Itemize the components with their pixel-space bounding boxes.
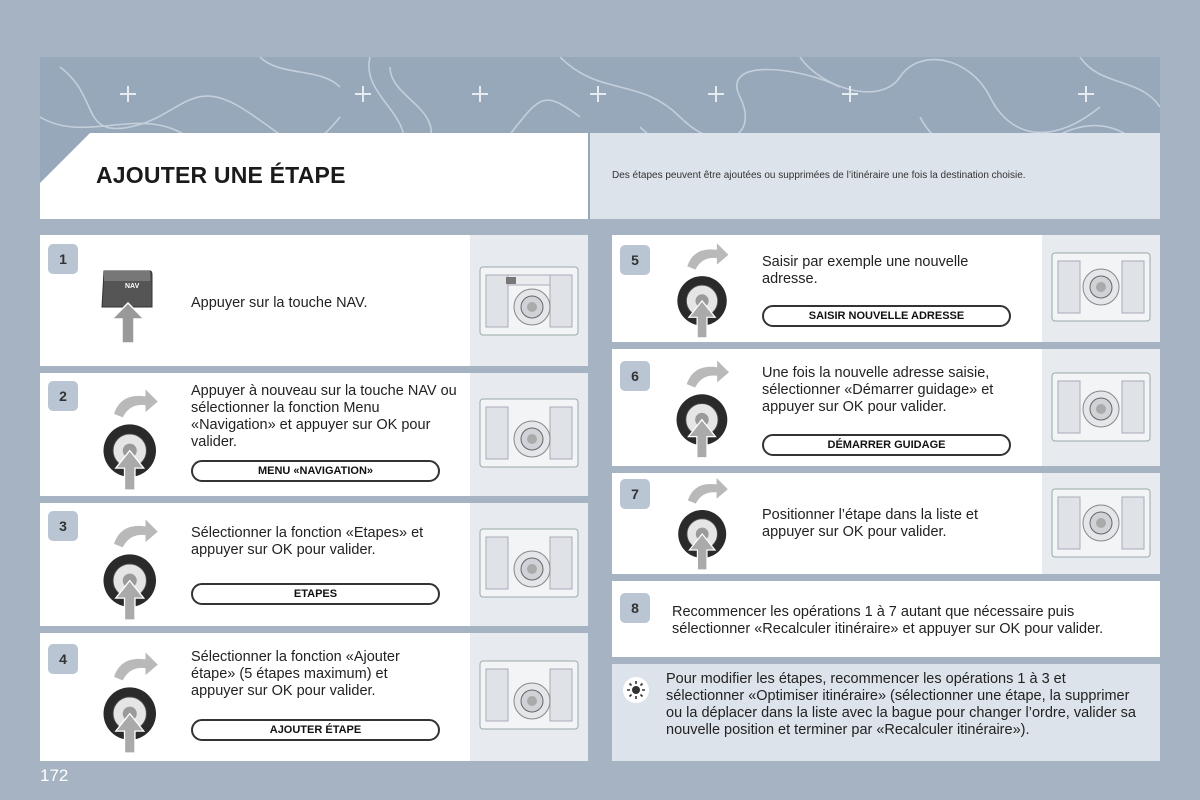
rotary-knob-icon [672,470,742,574]
page-title: AJOUTER UNE ÉTAPE [96,162,346,188]
radio-panel-image [470,235,588,366]
menu-navigation-button[interactable]: MENU «NAVIGATION» [191,460,440,482]
saisir-nouvelle-adresse-button[interactable]: SAISIR NOUVELLE ADRESSE [762,305,1011,327]
rotary-knob-icon [100,643,170,758]
nav-button-icon [98,265,158,345]
lightbulb-icon [623,677,649,703]
step-badge-8: 8 [620,593,650,623]
step-text-6: Une fois la nouvelle adresse saisie, sélectionner «Démarrer guidage» et appuyer sur OK pour valider. [762,365,994,415]
radio-panel-icon [1042,473,1160,574]
radio-panel-icon [470,373,588,496]
radio-panel-image [1042,349,1160,466]
radio-panel-icon [1042,235,1160,342]
radio-panel-image [1042,473,1160,574]
rotary-knob-icon [672,352,742,462]
rotary-knob-icon [100,510,170,625]
step-text-4: Sélectionner la fonction «Ajouter étape» (5 étapes maximum) et appuyer sur OK pour valider. [191,649,400,699]
ajouter-etape-button[interactable]: AJOUTER ÉTAPE [191,719,440,741]
tip-text: Pour modifier les étapes, recommencer les opérations 1 à 3 et sélectionner «Optimiser itinéraire» (sélectionner une étape, la supprimer ou la déplacer dans la liste avec la bague pour changer l’ordre, valider sa nouvelle position et terminer par «Recalculer itinéraire»). [666,671,1136,738]
page-number: 172 [40,766,69,785]
step-text-1: Appuyer sur la touche NAV. [191,295,368,311]
step-badge-3: 3 [48,511,78,541]
step-text-2: Appuyer à nouveau sur la touche NAV ou sélectionner la fonction Menu «Navigation» et appuyer sur OK pour valider. [191,383,457,450]
step-badge-2: 2 [48,381,78,411]
step-badge-1: 1 [48,244,78,274]
radio-panel-icon [470,235,588,366]
rotary-knob-icon [100,380,170,495]
radio-panel-icon [1042,349,1160,466]
intro-text: Des étapes peuvent être ajoutées ou supprimées de l’itinéraire une fois la destination choisie. [612,170,1026,181]
step-text-3: Sélectionner la fonction «Etapes» et appuyer sur OK pour valider. [191,525,424,558]
rotary-knob-icon [672,235,742,342]
demarrer-guidage-button[interactable]: DÉMARRER GUIDAGE [762,434,1011,456]
step-text-8: Recommencer les opérations 1 à 7 autant que nécessaire puis sélectionner «Recalculer itinéraire» et appuyer sur OK pour valider. [672,604,1104,637]
title-notch [40,133,90,183]
radio-panel-image [470,633,588,761]
radio-panel-image [1042,235,1160,342]
etapes-button[interactable]: ETAPES [191,583,440,605]
radio-panel-image [470,503,588,626]
step-badge-5: 5 [620,245,650,275]
radio-panel-image [470,373,588,496]
step-text-7: Positionner l’étape dans la liste et appuyer sur OK pour valider. [762,507,979,540]
radio-panel-icon [470,633,588,761]
radio-panel-icon [470,503,588,626]
step-badge-7: 7 [620,479,650,509]
nav-button-label: NAV [125,283,140,290]
step-text-5: Saisir par exemple une nouvelle adresse. [762,254,969,287]
step-badge-4: 4 [48,644,78,674]
step-badge-6: 6 [620,361,650,391]
